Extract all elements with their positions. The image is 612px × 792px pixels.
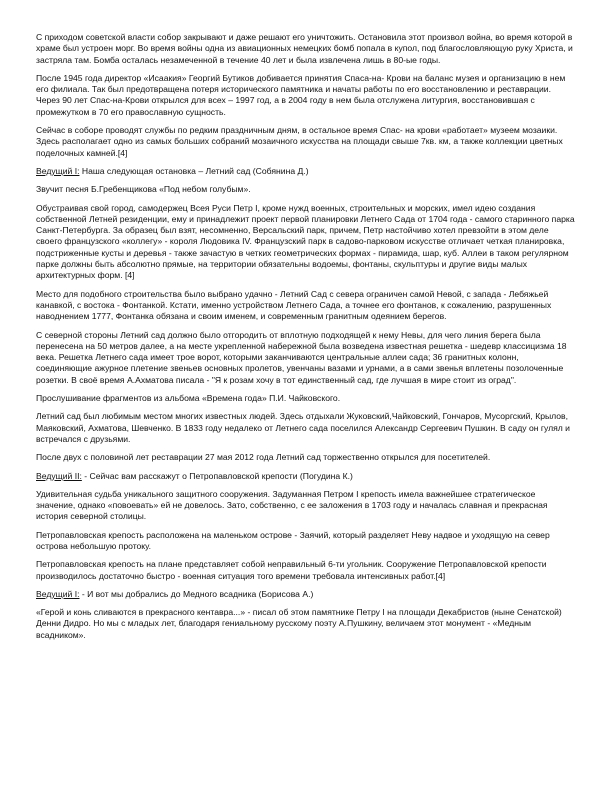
paragraph-text: После двух с половиной лет реставрации 27 мая 2012 года Летний сад торжественно открылся для посетителей.	[36, 452, 491, 463]
paragraph-text: «Герой и конь сливаются в прекрасного кентавра...» - писал об этом памятнике Петру I на площади Декабристов (ныне Сенатской) Денни Дидро. Но мы с младых лет, благодаря гениальному русскому поэту А.Пушкину, величаем этот монумент - «Медным всадником».	[36, 607, 562, 640]
paragraph-text: Петропавловская крепость расположена на маленьком острове - Заячий, который разделяет Неву надвое и уходящую на север острова небольшую протоку.	[36, 529, 550, 551]
paragraph-text: - Сейчас вам расскажут о Петропавловской крепости (Погудина К.)	[81, 470, 353, 481]
paragraph-text: Прослушивание фрагментов из альбома «Времена года» П.И. Чайковского.	[36, 393, 341, 404]
speaker-label: Ведущий I:	[36, 165, 80, 176]
paragraph-summer-garden-fence	[36, 330, 576, 386]
paragraph-text: Удивительная судьба уникального защитного сооружения. Задуманная Петром I крепость имела важнейшее стратегическое значение, однако «повоевать» ей не довелось. Зато, собственно, с ее заложения в 1703 году и началась славная и прекрасная история северной столицы.	[36, 488, 548, 522]
paragraph-music-note	[36, 393, 576, 404]
paragraph-restoration-opening	[36, 452, 576, 463]
paragraph-text: - И вот мы добрались до Медного всадника (Борисова А.)	[79, 588, 314, 599]
paragraph-cathedral-closure	[36, 32, 576, 66]
paragraph-mosaic-museum	[36, 125, 576, 159]
paragraph-text: Место для подобного строительства было выбрано удачно - Летний Сад с севера ограничен самой Невой, с запада - Лебяжьей канавкой, с востока - Фонтанкой. Кстати, именно устройством Летнего Сада, а точнее его фонтанов, к сожалению, разрушенных наводнением 1777, Фонтанка обязана и своим именем, и современным гранитным одеянием берегов.	[36, 288, 552, 322]
speaker-label: Ведущий I:	[36, 588, 80, 599]
paragraph-text: Петропавловская крепость на плане представляет собой неправильный 6-ти угольник. Сооружение Петропавловской крепости производилось достаточно быстро - военная ситуация того времени требовала интенсивных работ.[4]	[36, 559, 547, 581]
paragraph-text: Летний сад был любимым местом многих известных людей. Здесь отдыхали Жуковский,Чайковский, Гончаров, Мусоргский, Крылов, Маяковский, Ахматова, Шевченко. В 1833 году недалеко от Летнего сада поселился Александр Сергеевич Пушкин. В саду он гулял и встречался с друзьями.	[36, 411, 570, 444]
paragraph-host-fortress	[36, 471, 576, 482]
speaker-label: Ведущий II:	[36, 470, 82, 481]
paragraph-host-bronze-horseman	[36, 589, 576, 600]
paragraph-museum-restoration	[36, 73, 576, 118]
paragraph-text: С приходом советской власти собор закрывают и даже решают его уничтожить. Остановила этот произвол война, во время которой в храме был устроен морг. Во время войны одна из авиационных немецких бомб попала в купол, под благословляющую руку Христа, и застряла там. Бомба осталась незамеченной в течение 40 лет и была извлечена лишь в 80-ые годы.	[36, 32, 573, 65]
paragraph-host-summer-garden	[36, 166, 576, 177]
paragraph-text: Сейчас в соборе проводят службы по редким праздничным дням, в остальное время Спас- на крови «работает» музеем мозаики. Здесь располагает одно из самых больших собраний мозаичного искусства на площади свыше 7кв. км, а также коллекции цветных поделочных камней.[4]	[36, 125, 563, 158]
paragraph-bronze-horseman	[36, 607, 576, 641]
paragraph-summer-garden-location	[36, 289, 576, 323]
paragraph-text: Звучит песня Б.Гребенщикова «Под небом голубым».	[36, 184, 251, 195]
paragraph-fortress-fate	[36, 489, 576, 523]
paragraph-song-note	[36, 184, 576, 195]
paragraph-fortress-plan	[36, 559, 576, 582]
paragraph-text: После 1945 года директор «Исаакия» Георгий Бутиков добивается принятия Спаса-на- Крови на баланс музея и организацию в нем его филиала. Так был предотвращена потеря исторического памятника и начаты работы по его восстановлению и реставрации. Через 90 лет Спас-на-Крови открылся для всех – 1997 год, а в 2004 году в нем была отслужена литургия, восстановившая с промежутком в 70 его православную сущность.	[36, 72, 566, 117]
paragraph-fortress-island	[36, 530, 576, 553]
paragraph-text: Обустраивая свой город, самодержец Всея Руси Петр I, кроме нужд военных, строительных и морских, имел идею создания собственной Летней резиденции, ему и принадлежит проект первой планировки Летнего Сада от 1704 года - самого старинного парка Санкт-Петербурга. За образец был взят, несомненно, Версальский парк, причем, Петр настойчиво хотел превзойти в этом деле своего французского «коллегу» - короля Людовика IV. Французский парк в садово-парковом искусстве отличает четкая планировка, подстриженные кусты и деревья - также зачастую в четких геометрических формах - пирамида, шар, куб. Аллеи в таком регулярном парке должны быть абсолютно прямые, на территории обязательны водоемы, фонтаны, скульптуры и другие виды малых архитектурных форм. [4]	[36, 202, 575, 281]
paragraph-text: Наша следующая остановка – Летний сад (Собянина Д.)	[79, 165, 309, 176]
paragraph-summer-garden-history	[36, 203, 576, 282]
paragraph-famous-visitors	[36, 411, 576, 445]
paragraph-text: С северной стороны Летний сад должно было отгородить от вплотную подходящей к нему Невы, для чего линия берега была перенесена на 50 метров далее, а на месте укрепленной набережной была возведена известная решетка - шедевр классицизма 18 века. Решетка Летнего сада имеет трое ворот, которыми заканчиваются центральные аллеи сада; 36 гранитных колонн, соединяющие ажурное плетение звеньев основных пролетов, увенчаны вазами и урнами, а в сами звенья вплетены позолоченные розетки. В своё время А.Ахматова писала - "Я к розам хочу в тот единственный сад, где лучшая в мире стоит из оград".	[36, 329, 567, 385]
document-page	[36, 32, 576, 648]
